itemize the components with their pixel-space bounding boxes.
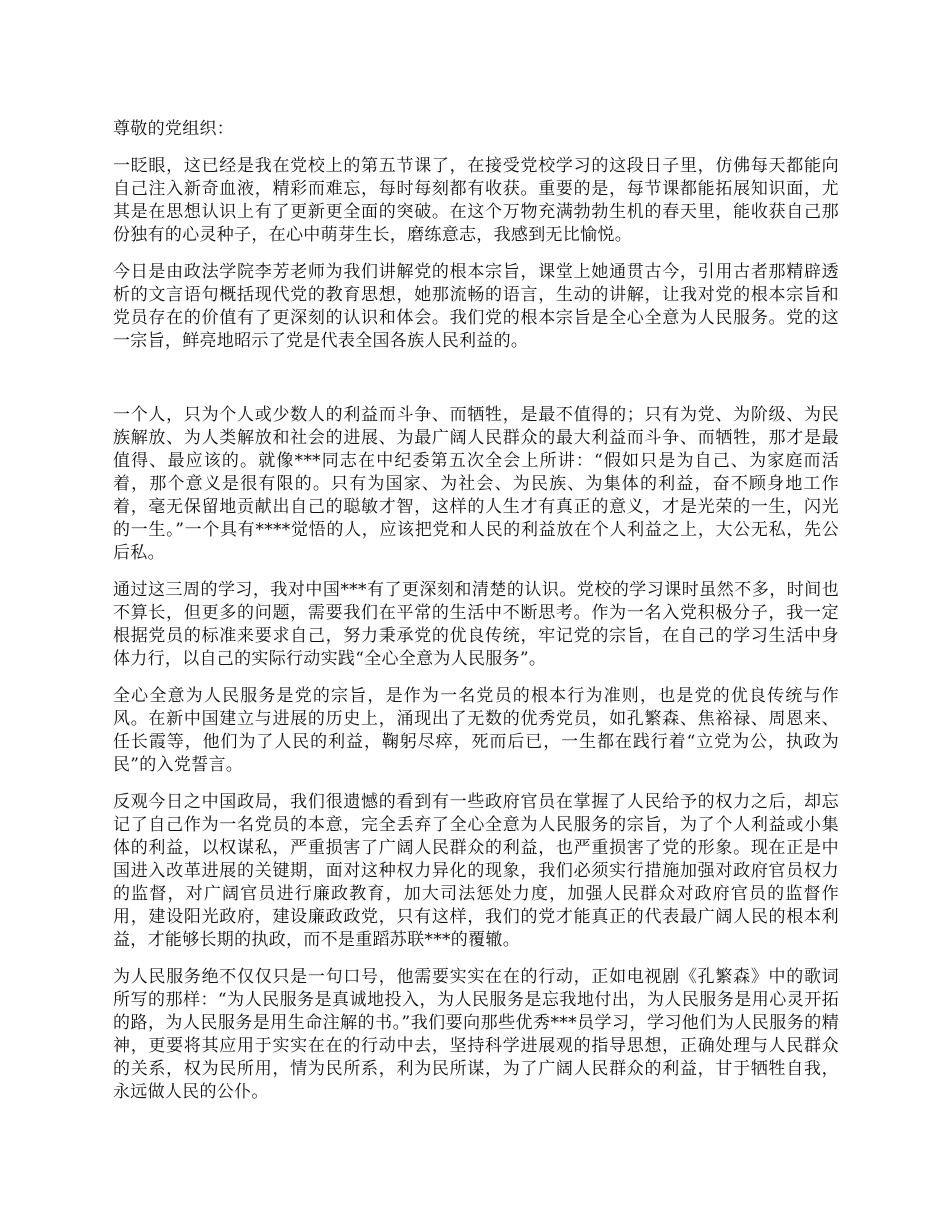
document-page [113,118,839,1118]
paragraph-3: 一个人，只为个人或少数人的利益而斗争、而牺牲，是最不值得的；只有为党、为阶级、为民族解放、为人类解放和社会的进展、为最广阔人民群众的最大利益而斗争、而牺牲，那才是最值得、最应该的。就像***同志在中纪委第五次全会上所讲：“假如只是为自己、为家庭而活着，那个意义是很有限的。只有为国家、为社会、为民族、为集体的利益，奋不顾身地工作着，毫无保留地贡献出自己的聪敏才智，这样的人生才有真正的意义，才是光荣的一生，闪光的一生。”一个具有****觉悟的人，应该把党和人民的利益放在个人利益之上，大公无私，先公后私。 [113,405,839,563]
paragraph-6: 反观今日之中国政局，我们很遗憾的看到有一些政府官员在掌握了人民给予的权力之后，却忘记了自己作为一名党员的本意，完全丢弃了全心全意为人民服务的宗旨，为了个人利益或小集体的利益，以权谋私，严重损害了广阔人民群众的利益，也严重损害了党的形象。现在正是中国进入改革进展的关键期，面对这种权力异化的现象，我们必须实行措施加强对政府官员权力的监督，对广阔官员进行廉政教育，加大司法惩处力度，加强人民群众对政府官员的监督作用，建设阳光政府，建设廉政政党，只有这样，我们的党才能真正的代表最广阔人民的根本利益，才能够长期的执政，而不是重蹈苏联***的覆辙。 [113,792,839,950]
paragraph-5: 全心全意为人民服务是党的宗旨，是作为一名党员的根本行为准则，也是党的优良传统与作风。在新中国建立与进展的历史上，涌现出了无数的优秀党员，如孔繁森、焦裕禄、周恩来、任长霞等，他们为了人民的利益，鞠躬尽瘁，死而后已，一生都在践行着“立党为公，执政为民”的入党誓言。 [113,686,839,775]
salutation: 尊敬的党组织： [113,119,235,139]
blank-gap [113,367,839,404]
paragraph-4: 通过这三周的学习，我对中国***有了更深刻和清楚的认识。党校的学习课时虽然不多，时间也不算长，但更多的问题，需要我们在平常的生活中不断思考。作为一名入党积极分子，我一定根据党员的标准来要求自己，努力秉承党的优良传统，牢记党的宗旨，在自己的学习生活中身体力行，以自己的实际行动实践“全心全意为人民服务”。 [113,580,839,669]
paragraph-2: 今日是由政法学院李芳老师为我们讲解党的根本宗旨，课堂上她通贯古今，引用古者那精辟透析的文言语句概括现代党的教育思想，她那流畅的语言，生动的讲解，让我对党的根本宗旨和党员存在的价值有了更深刻的认识和体会。我们党的根本宗旨是全心全意为人民服务。党的这一宗旨，鲜亮地昭示了党是代表全国各族人民利益的。 [113,262,839,351]
paragraph-7: 为人民服务绝不仅仅只是一句口号，他需要实实在在的行动，正如电视剧《孔繁森》中的歌词所写的那样：“为人民服务是真诚地投入，为人民服务是忘我地付出，为人民服务是用心灵开拓的路，为人民服务是用生命注解的书。”我们要向那些优秀***员学习，学习他们为人民服务的精神，更要将其应用于实实在在的行动中去，坚持科学进展观的指导思想，正确处理与人民群众的关系，权为民所用，情为民所系，利为民所谋，为了广阔人民群众的利益，甘于牺牲自我，永远做人民的公仆。 [113,967,839,1102]
paragraph-1: 一眨眼，这已经是我在党校上的第五节课了，在接受党校学习的这段日子里，仿佛每天都能向自己注入新奇血液，精彩而难忘，每时每刻都有收获。重要的是，每节课都能拓展知识面，尤其是在思想认识上有了更新更全面的突破。在这个万物充满勃勃生机的春天里，能收获自己那份独有的心灵种子，在心中萌芽生长，磨练意志，我感到无比愉悦。 [113,156,839,245]
